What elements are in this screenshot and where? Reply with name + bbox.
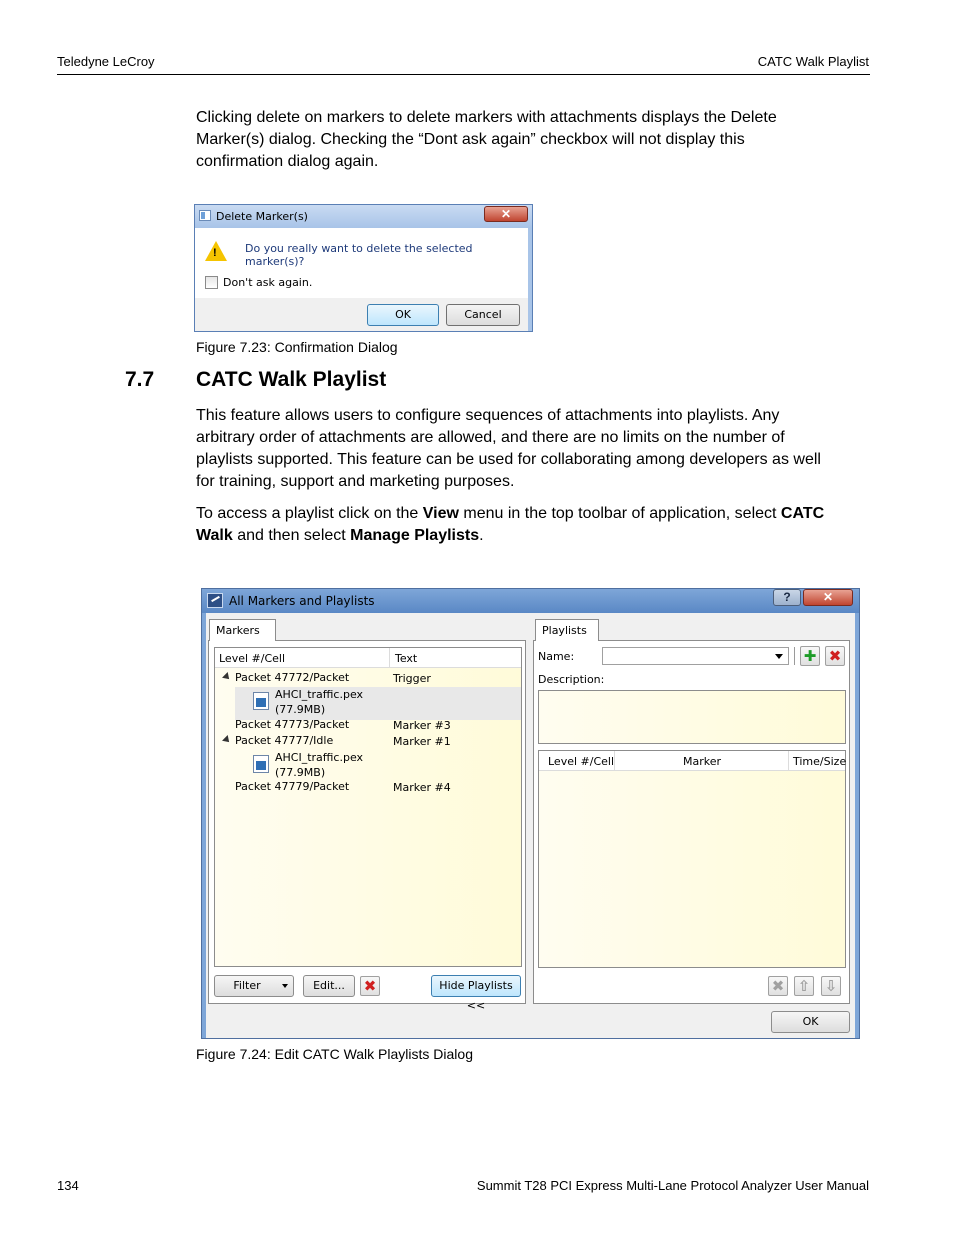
delete-markers-dialog: [194, 204, 533, 332]
dont-ask-again-checkbox[interactable]: [205, 276, 218, 289]
figure-7-24-caption: Figure 7.24: Edit CATC Walk Playlists Dialog: [196, 1046, 473, 1062]
header-chapter: CATC Walk Playlist: [757, 54, 869, 69]
marker-cell[interactable]: Packet 47773/Packet: [235, 718, 350, 731]
attachment-file[interactable]: AHCI_traffic.pex: [275, 751, 364, 764]
attachment-size: (77.9MB): [275, 766, 326, 779]
marker-cell[interactable]: Packet 47779/Packet: [235, 780, 350, 793]
chevron-down-icon[interactable]: [775, 654, 783, 659]
tab-markers[interactable]: Markers: [209, 619, 276, 641]
delete-marker-button[interactable]: ✖: [360, 976, 380, 996]
feature-line-1: This feature allows users to configure sequences of attachments into playlists. Any: [196, 407, 780, 424]
access-line-2: [196, 525, 866, 547]
close-button[interactable]: ✕: [803, 589, 853, 606]
section-title: CATC Walk Playlist: [196, 368, 387, 391]
attachment-size: (77.9MB): [275, 703, 326, 716]
markers-playlists-dialog: [201, 588, 860, 1039]
description-label: Description:: [538, 673, 605, 686]
marker-cell[interactable]: Packet 47777/Idle: [235, 734, 334, 747]
description-textarea[interactable]: [538, 690, 846, 744]
column-separator: [788, 751, 789, 771]
feature-line-4: for training, support and marketing purposes.: [196, 473, 515, 490]
name-label: Name:: [538, 650, 575, 663]
access-text-3: and then select: [232, 527, 351, 544]
file-icon: [253, 755, 269, 773]
column-marker[interactable]: Marker: [683, 755, 722, 768]
marker-text: Marker #4: [393, 781, 451, 794]
manual-title: Summit T28 PCI Express Multi-Lane Protocol Analyzer User Manual: [476, 1178, 869, 1193]
column-separator: [614, 751, 615, 771]
add-playlist-button[interactable]: ✚: [800, 646, 820, 666]
playlist-name-combo[interactable]: [602, 647, 789, 665]
manage-playlists-term: Manage Playlists: [350, 527, 480, 544]
close-button[interactable]: ✕: [484, 206, 528, 222]
intro-line-3: confirmation dialog again.: [196, 153, 379, 170]
file-icon: [253, 692, 269, 710]
expand-arrow-icon[interactable]: [222, 735, 232, 745]
ok-button[interactable]: OK: [771, 1011, 850, 1033]
ok-button[interactable]: OK: [367, 304, 439, 326]
catc-term: CATC: [780, 505, 825, 522]
dialog-frame-right: [855, 613, 859, 1039]
column-level-cell[interactable]: Level #/Cell: [548, 755, 615, 768]
hide-playlists-button[interactable]: Hide Playlists <<: [431, 975, 521, 997]
marker-text: Trigger: [393, 672, 431, 685]
access-text-2: menu in the top toolbar of application, select: [458, 505, 781, 522]
tab-playlists[interactable]: Playlists: [535, 619, 599, 641]
page-number: 134: [57, 1178, 79, 1193]
warning-exclamation: !: [213, 247, 217, 259]
column-level-cell[interactable]: Level #/Cell: [219, 652, 286, 665]
feature-paragraph: [196, 405, 866, 493]
remove-item-button[interactable]: ✖: [768, 976, 788, 996]
dialog-frame: [528, 228, 532, 331]
move-down-button[interactable]: ⇩: [821, 976, 841, 996]
move-up-button[interactable]: ⇧: [794, 976, 814, 996]
filter-label: Filter: [233, 979, 261, 992]
section-number: 7.7: [125, 368, 155, 391]
header-company: Teledyne LeCroy: [57, 54, 155, 69]
help-button[interactable]: ?: [773, 589, 801, 606]
marker-text: Marker #3: [393, 719, 451, 732]
playlist-items-list[interactable]: [538, 750, 846, 968]
view-menu-term: View: [422, 505, 459, 522]
confirmation-question: Do you really want to delete the selected marker(s)?: [245, 242, 473, 268]
figure-7-23-caption: Figure 7.23: Confirmation Dialog: [196, 339, 398, 355]
access-line-1: [196, 503, 866, 525]
intro-line-2: Marker(s) dialog. Checking the “Dont ask again” checkbox will not display this: [196, 131, 745, 148]
access-text-1: To access a playlist click on the: [196, 505, 423, 522]
remove-playlist-button[interactable]: ✖: [825, 646, 845, 666]
dialog-titlebar: [202, 589, 859, 613]
playlist-list-header: [539, 751, 845, 771]
feature-line-3: playlists supported. This feature can be used for collaborating among developers as well: [196, 451, 821, 468]
attachment-file[interactable]: AHCI_traffic.pex: [275, 688, 364, 701]
intro-paragraph: [196, 107, 866, 173]
marker-text: Marker #1: [393, 735, 451, 748]
header-rule: [57, 74, 870, 75]
walk-term: Walk: [196, 527, 233, 544]
column-text[interactable]: Text: [395, 652, 418, 665]
column-separator: [389, 648, 390, 668]
access-paragraph: [196, 503, 866, 547]
column-time-size[interactable]: Time/Size: [793, 755, 847, 768]
marker-cell[interactable]: Packet 47772/Packet: [235, 671, 350, 684]
dont-ask-again-label: Don't ask again.: [223, 276, 313, 289]
window-icon: [199, 210, 211, 221]
intro-line-1: Clicking delete on markers to delete markers with attachments displays the Delete: [196, 109, 777, 126]
cancel-button[interactable]: Cancel: [446, 304, 520, 326]
markers-list[interactable]: [214, 647, 522, 967]
access-text-4: .: [479, 527, 484, 544]
filter-dropdown-button[interactable]: [214, 975, 294, 997]
dialog-frame-left: [202, 613, 206, 1039]
dialog-titlebar: [195, 205, 532, 228]
edit-marker-button[interactable]: Edit...: [303, 975, 355, 997]
toolbar-separator: [794, 647, 795, 665]
markers-list-header: [215, 648, 521, 668]
app-icon: [207, 593, 223, 608]
dialog-body: [195, 228, 528, 298]
expand-arrow-icon[interactable]: [222, 672, 232, 682]
feature-line-2: arbitrary order of attachments are allowed, and there are no limits on the number of: [196, 429, 785, 446]
dialog-title: All Markers and Playlists: [229, 594, 375, 608]
dialog-title: Delete Marker(s): [216, 210, 308, 223]
chevron-down-icon: [282, 984, 288, 988]
